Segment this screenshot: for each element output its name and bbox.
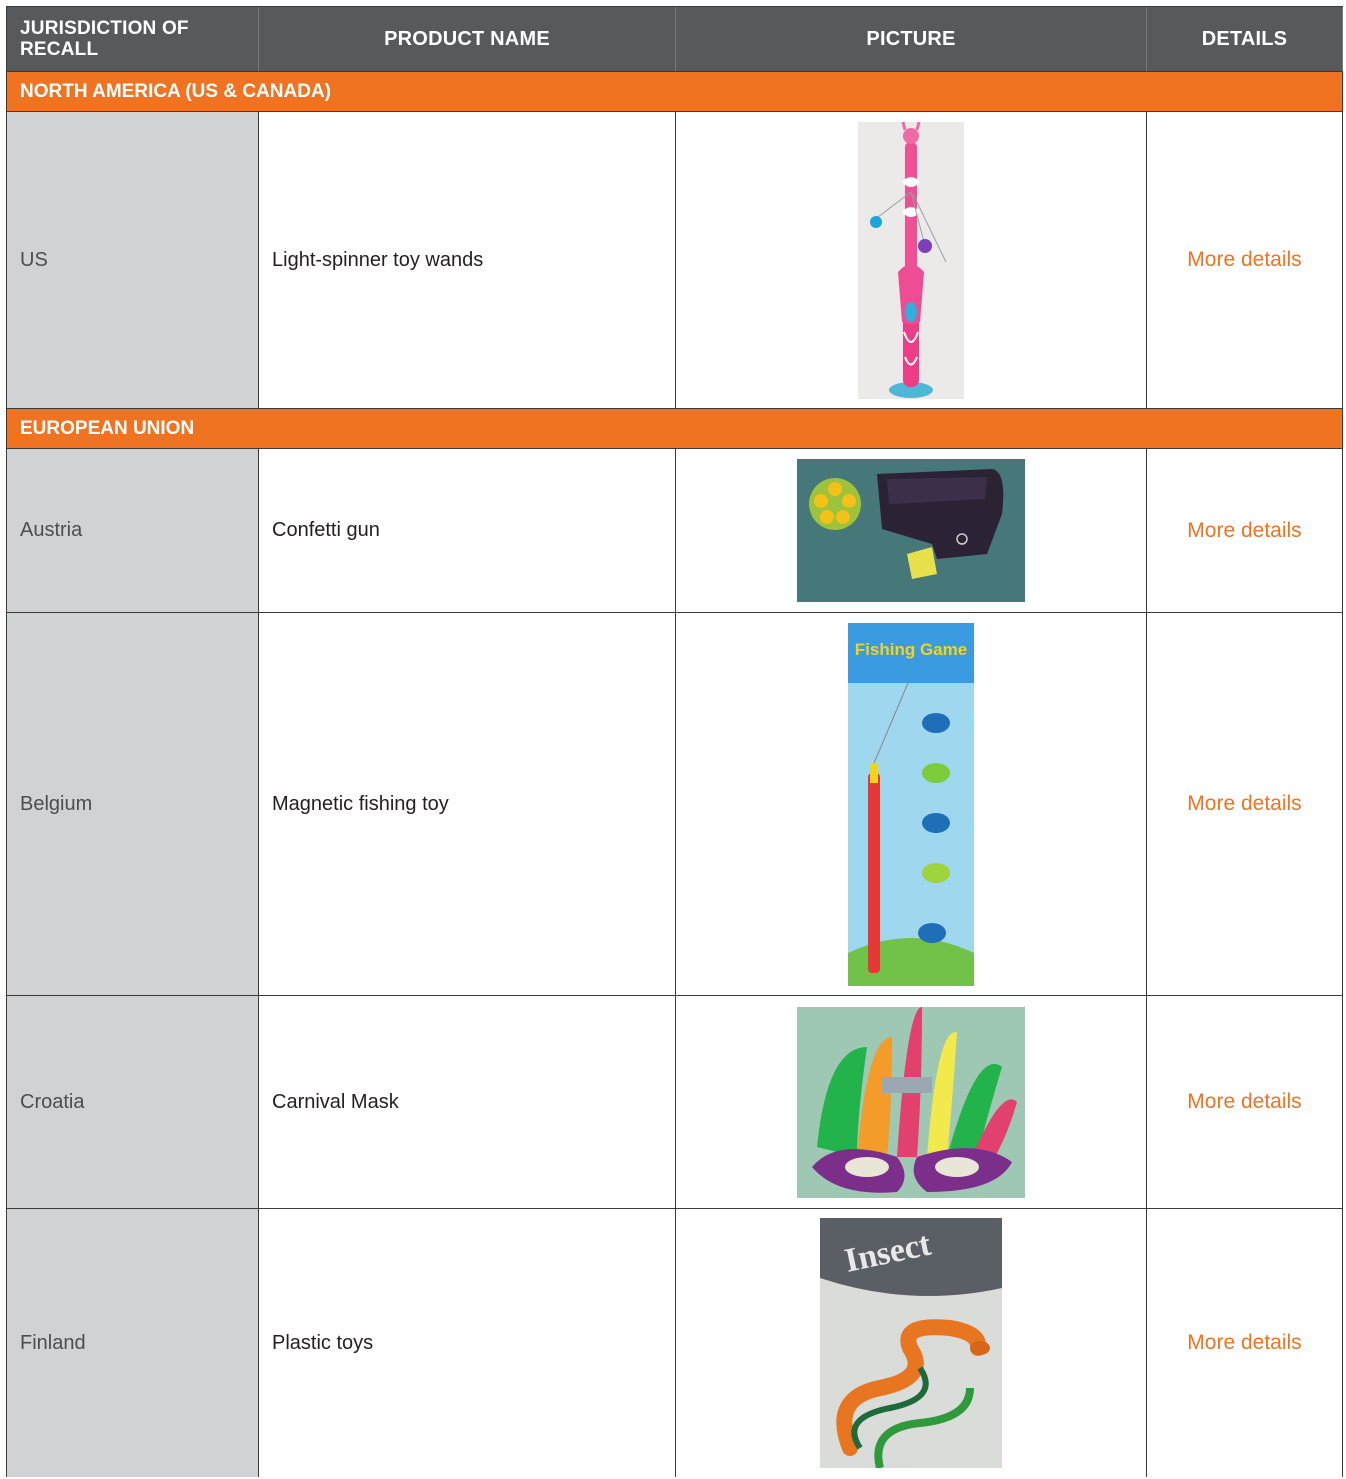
picture-cell (676, 1209, 1147, 1477)
more-details-link[interactable]: More details (1147, 1209, 1343, 1477)
more-details-link[interactable]: More details (1147, 449, 1343, 612)
table-row (6, 1209, 1343, 1477)
header-jurisdiction: JURISDICTION OF RECALL (6, 7, 259, 71)
jurisdiction-cell: Austria (6, 449, 259, 612)
table-row (6, 449, 1343, 613)
light-spinner-wand-photo (858, 122, 964, 399)
header-picture: PICTURE (676, 7, 1147, 71)
section-european-union (6, 409, 1343, 449)
picture-cell (676, 449, 1147, 612)
fishing-toy-photo (848, 623, 974, 986)
section-title: EUROPEAN UNION (6, 409, 1343, 448)
section-north-america (6, 72, 1343, 112)
carnival-mask-photo (797, 1007, 1025, 1198)
product-name-cell: Plastic toys (259, 1209, 676, 1477)
table-row (6, 112, 1343, 409)
confetti-gun-photo (797, 459, 1025, 602)
jurisdiction-cell: Croatia (6, 996, 259, 1208)
picture-cell (676, 996, 1147, 1208)
jurisdiction-cell: Finland (6, 1209, 259, 1477)
product-name-cell: Carnival Mask (259, 996, 676, 1208)
insect-package-title: Insect (841, 1225, 935, 1280)
section-title: NORTH AMERICA (US & CANADA) (6, 72, 1343, 111)
jurisdiction-cell: Belgium (6, 613, 259, 995)
header-product-name: PRODUCT NAME (259, 7, 676, 71)
table-header (6, 6, 1343, 72)
fishing-package-title: Fishing Game (854, 639, 968, 659)
product-name-cell: Light-spinner toy wands (259, 112, 676, 408)
picture-cell (676, 112, 1147, 408)
jurisdiction-cell: US (6, 112, 259, 408)
product-name-cell: Confetti gun (259, 449, 676, 612)
header-details: DETAILS (1147, 7, 1343, 71)
table-row (6, 613, 1343, 996)
more-details-link[interactable]: More details (1147, 996, 1343, 1208)
more-details-link[interactable]: More details (1147, 112, 1343, 408)
plastic-snake-toys-photo (820, 1218, 1002, 1468)
picture-cell (676, 613, 1147, 995)
product-name-cell: Magnetic fishing toy (259, 613, 676, 995)
recall-table (6, 6, 1343, 1477)
table-row (6, 996, 1343, 1209)
more-details-link[interactable]: More details (1147, 613, 1343, 995)
